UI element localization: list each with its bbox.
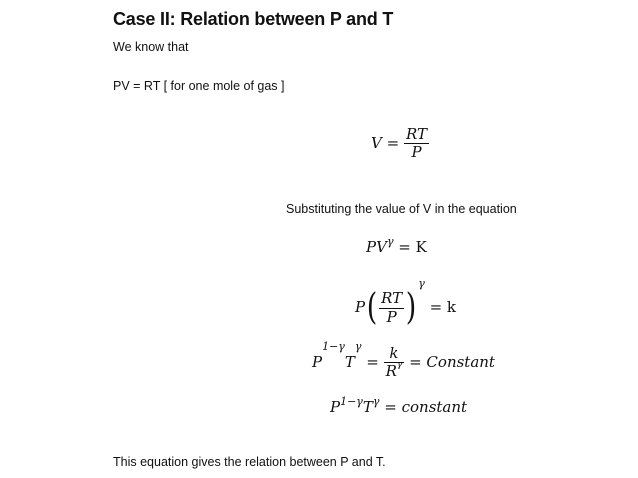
eq3-open-paren-icon: ( <box>366 287 378 328</box>
eq2-rhs: = K <box>398 238 427 256</box>
eq4-denominator-exponent: γ <box>396 360 403 371</box>
eq3-close-paren-icon: ) <box>405 287 417 328</box>
section-heading: Case II: Relation between P and T <box>113 9 394 29</box>
eq5-t-exponent: γ <box>372 395 380 408</box>
equation-pv-gamma <box>366 235 427 256</box>
eq5-p-exponent: 1−γ <box>340 395 363 408</box>
eq4-denominator: R <box>385 362 397 381</box>
gas-law-text: PV = RT [ for one mole of gas ] <box>113 79 285 93</box>
eq2-exponent: γ <box>386 235 394 248</box>
eq1-denominator: P <box>411 143 422 162</box>
eq5-rhs: = constant <box>384 398 468 416</box>
substitute-text: Substituting the value of V in the equation <box>286 202 517 216</box>
eq4-rhs: = Constant <box>409 352 495 371</box>
eq1-lhs: V <box>371 133 382 152</box>
conclusion-text: This equation gives the relation between P and T. <box>113 455 386 469</box>
eq4-t-exponent: γ <box>354 340 362 353</box>
eq1-fraction <box>404 126 429 162</box>
eq4-t: T <box>344 352 355 371</box>
eq2-lhs: PV <box>366 238 387 256</box>
eq4-equals: = <box>366 352 379 371</box>
eq1-numerator: RT <box>405 125 428 143</box>
eq4-denominator-wrap <box>384 360 405 381</box>
eq3-exponent: γ <box>418 277 425 290</box>
eq3-rhs: = k <box>429 298 457 316</box>
eq4-numerator: k <box>384 345 405 363</box>
eq1-equals: = <box>386 133 400 152</box>
equation-v <box>371 126 429 162</box>
eq5-p: P <box>330 398 341 416</box>
equation-substituted <box>355 277 457 328</box>
eq3-denominator: P <box>386 307 397 326</box>
equation-final <box>330 395 468 416</box>
eq3-fraction <box>379 290 404 326</box>
eq3-numerator: RT <box>381 289 403 308</box>
eq4-p: P <box>312 352 323 371</box>
intro-text: We know that <box>113 40 189 54</box>
eq4-fraction <box>384 345 405 381</box>
eq4-p-exponent: 1−γ <box>322 340 345 353</box>
equation-constant <box>312 340 495 381</box>
eq5-t: T <box>362 398 373 416</box>
eq3-p: P <box>355 298 366 316</box>
